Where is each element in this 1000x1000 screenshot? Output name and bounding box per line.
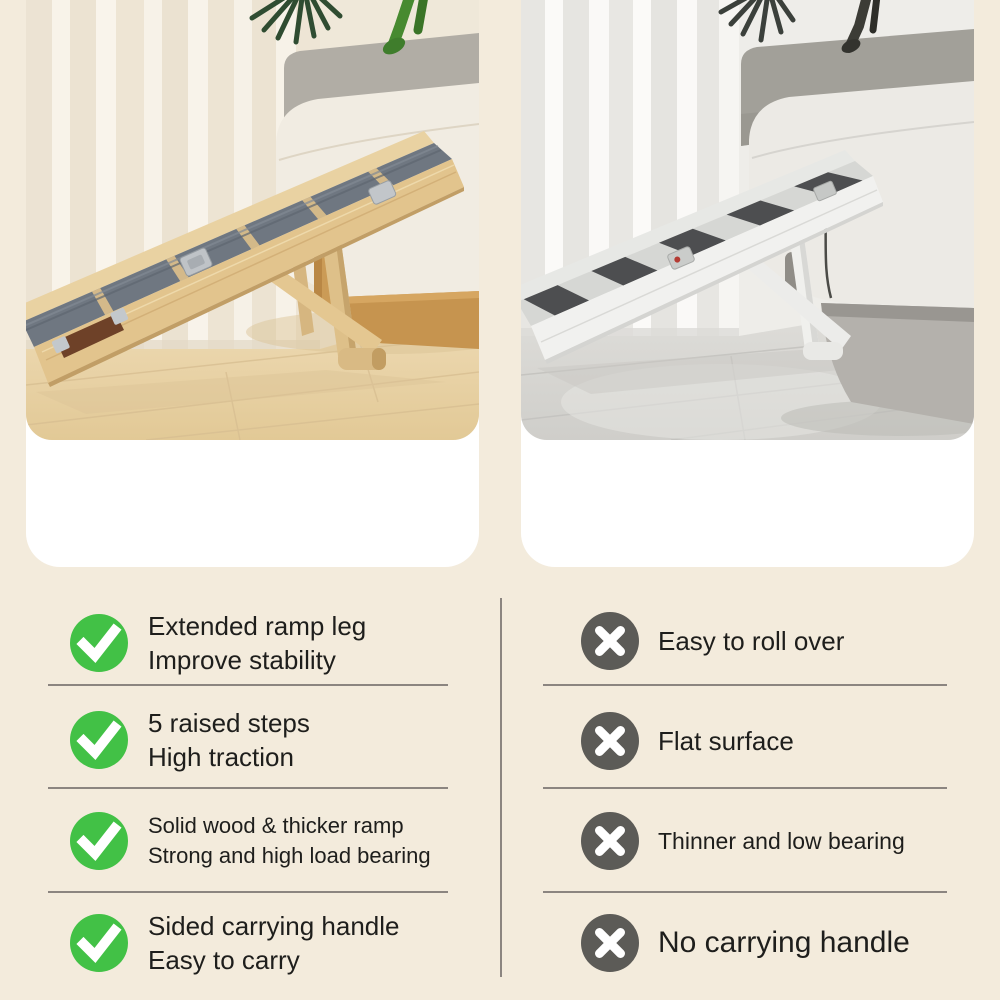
pro-item: [70, 898, 490, 988]
row-divider: [543, 787, 947, 789]
row-divider: [48, 787, 448, 789]
row-divider: [543, 891, 947, 893]
pro-item: [70, 695, 490, 785]
con-item: [581, 796, 981, 886]
check-icon: [70, 812, 128, 870]
feature-text: Solid wood & thicker ramp: [148, 813, 404, 838]
right-product-photo-card: [521, 0, 974, 567]
feature-text: Sided carrying handle: [148, 911, 400, 941]
wooden-ramp-scene: [26, 0, 479, 440]
check-icon: [70, 914, 128, 972]
feature-text: Easy to roll over: [658, 626, 845, 656]
feature-subtext: Strong and high load bearing: [148, 843, 431, 868]
con-item: [581, 696, 981, 786]
check-icon: [70, 614, 128, 672]
row-divider: [543, 684, 947, 686]
left-product-photo: [26, 0, 479, 440]
pro-item: [70, 796, 490, 886]
feature-subtext: Improve stability: [148, 645, 336, 675]
row-divider: [48, 684, 448, 686]
pro-item: [70, 598, 490, 688]
feature-text: Flat surface: [658, 726, 794, 756]
vertical-divider: [500, 598, 502, 977]
cross-icon: [581, 812, 639, 870]
feature-subtext: High traction: [148, 742, 294, 772]
cross-icon: [581, 612, 639, 670]
metal-ramp-scene: [521, 0, 974, 440]
con-item: [581, 898, 981, 988]
feature-text: 5 raised steps: [148, 708, 310, 738]
check-icon: [70, 711, 128, 769]
cross-icon: [581, 914, 639, 972]
con-item: [581, 596, 981, 686]
left-product-photo-card: [26, 0, 479, 567]
right-product-photo: [521, 0, 974, 440]
feature-text: No carrying handle: [658, 926, 910, 959]
feature-text: Extended ramp leg: [148, 611, 367, 641]
feature-text: Thinner and low bearing: [658, 828, 905, 854]
feature-subtext: Easy to carry: [148, 945, 300, 975]
cross-icon: [581, 712, 639, 770]
row-divider: [48, 891, 448, 893]
